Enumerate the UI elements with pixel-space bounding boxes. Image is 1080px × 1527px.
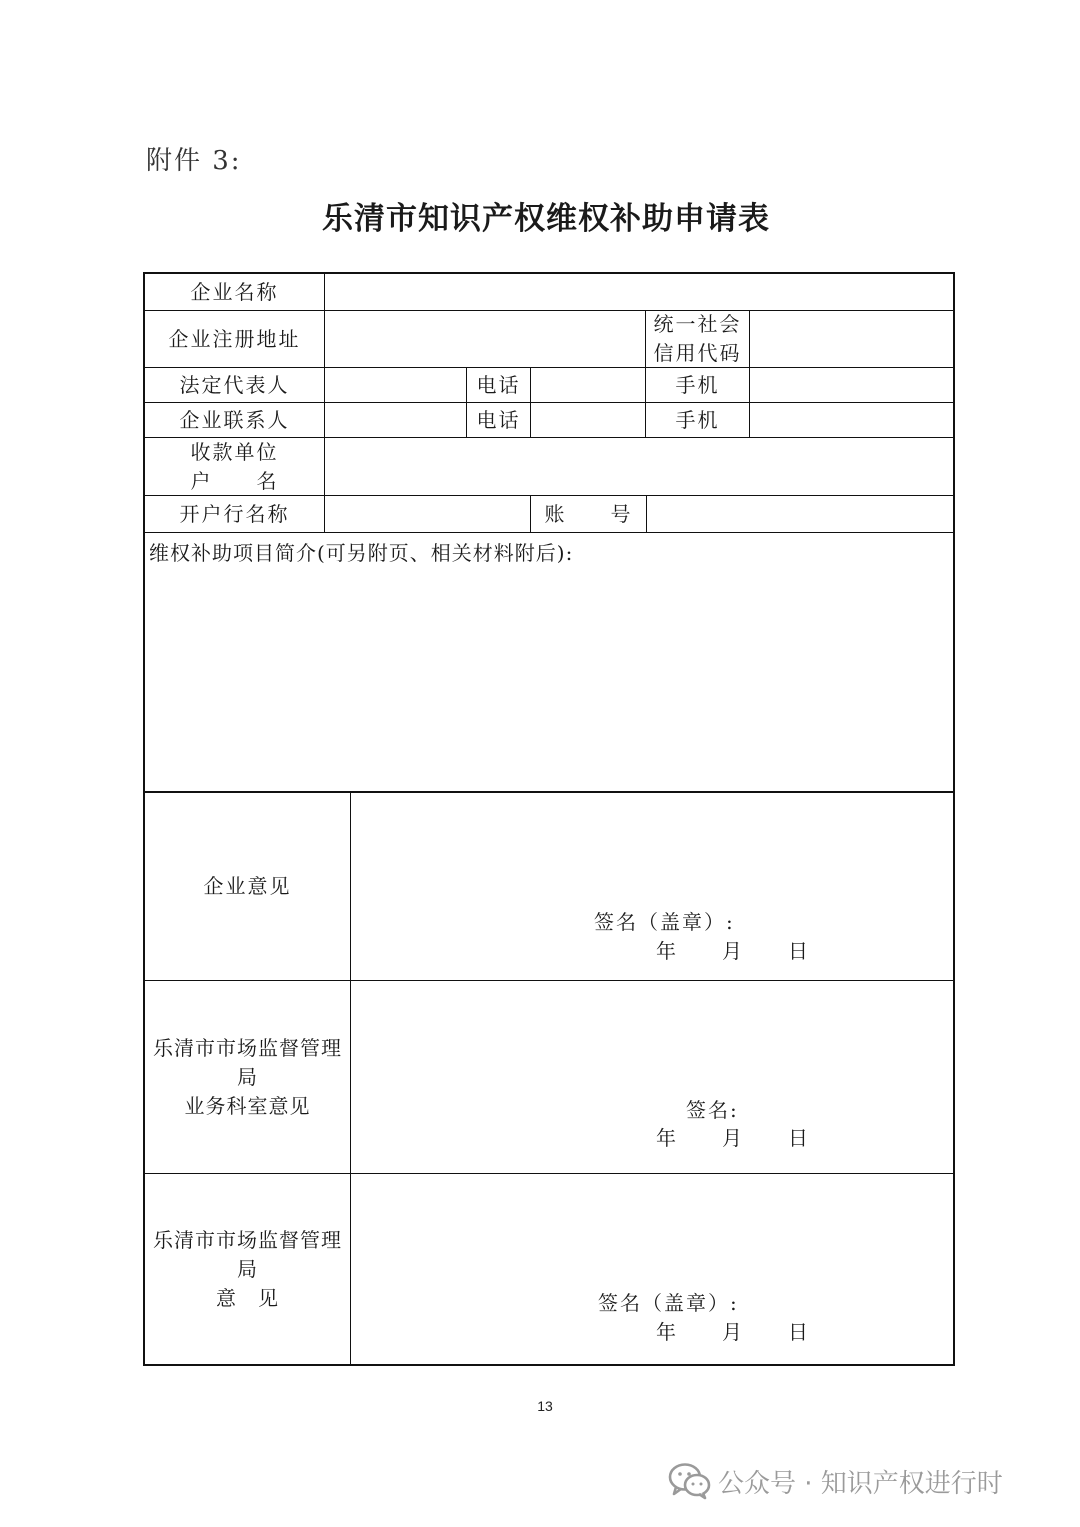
label-legal-rep: 法定代表人 bbox=[145, 368, 325, 403]
field-company-name[interactable] bbox=[325, 274, 953, 311]
label-bank-name: 开户行名称 bbox=[145, 496, 325, 533]
field-phone-contact[interactable] bbox=[531, 403, 646, 438]
field-dept-opinion[interactable] bbox=[351, 981, 953, 1174]
field-contact[interactable] bbox=[325, 403, 467, 438]
field-company-opinion[interactable] bbox=[351, 793, 953, 981]
field-phone-legal-rep[interactable] bbox=[531, 368, 646, 403]
field-credit-code[interactable] bbox=[750, 311, 953, 368]
label-phone-legal-rep: 电话 bbox=[467, 368, 531, 403]
page-number: 13 bbox=[537, 1398, 553, 1414]
dept-sign: 签名: bbox=[686, 1098, 739, 1122]
company-date: 年 月 日 bbox=[656, 939, 810, 963]
label-bureau-opinion-line1: 乐清市市场监督管理局 bbox=[153, 1227, 342, 1281]
field-bank-name[interactable] bbox=[325, 496, 531, 533]
label-credit-code-line2: 信用代码 bbox=[653, 341, 742, 365]
label-payee-line2: 户 名 bbox=[190, 468, 279, 493]
label-account: 账 号 bbox=[531, 496, 647, 533]
field-project-intro[interactable] bbox=[145, 533, 953, 791]
label-project-intro: 维权补助项目简介(可另附页、相关材料附后): bbox=[149, 541, 574, 565]
watermark-text: 公众号 · 知识产权进行时 bbox=[718, 1468, 1003, 1499]
bureau-sign-seal: 签名（盖章）: bbox=[598, 1291, 739, 1315]
field-reg-address[interactable] bbox=[325, 311, 646, 368]
field-mobile-contact[interactable] bbox=[750, 403, 953, 438]
watermark bbox=[668, 1462, 1003, 1500]
label-mobile-legal-rep: 手机 bbox=[646, 368, 750, 403]
label-reg-address: 企业注册地址 bbox=[145, 311, 325, 368]
label-dept-opinion bbox=[145, 981, 351, 1174]
field-payee[interactable] bbox=[325, 438, 953, 496]
wechat-icon bbox=[668, 1462, 712, 1500]
form-title: 乐清市知识产权维权补助申请表 bbox=[322, 201, 770, 237]
label-credit-code-line1: 统一社会 bbox=[653, 312, 742, 336]
label-payee bbox=[145, 438, 325, 496]
attachment-label: 附件 3: bbox=[146, 146, 242, 176]
label-bureau-opinion bbox=[145, 1174, 351, 1364]
label-credit-code bbox=[646, 311, 750, 368]
field-mobile-legal-rep[interactable] bbox=[750, 368, 953, 403]
label-payee-line1: 收款单位 bbox=[190, 439, 279, 464]
label-company-opinion: 企业意见 bbox=[145, 793, 351, 981]
label-bureau-opinion-line2: 意 见 bbox=[216, 1285, 279, 1310]
label-dept-opinion-line2: 业务科室意见 bbox=[184, 1093, 311, 1118]
label-phone-contact: 电话 bbox=[467, 403, 531, 438]
label-company-name: 企业名称 bbox=[145, 274, 325, 311]
field-bureau-opinion[interactable] bbox=[351, 1174, 953, 1364]
label-mobile-contact: 手机 bbox=[646, 403, 750, 438]
form-table-bottom bbox=[143, 791, 955, 1366]
field-legal-rep[interactable] bbox=[325, 368, 467, 403]
company-sign-seal: 签名（盖章）: bbox=[594, 910, 735, 934]
form-table-top bbox=[143, 272, 955, 793]
label-dept-opinion-line1: 乐清市市场监督管理局 bbox=[153, 1035, 342, 1089]
bureau-date: 年 月 日 bbox=[656, 1320, 810, 1344]
field-account[interactable] bbox=[647, 496, 953, 533]
label-contact: 企业联系人 bbox=[145, 403, 325, 438]
dept-date: 年 月 日 bbox=[656, 1126, 810, 1150]
